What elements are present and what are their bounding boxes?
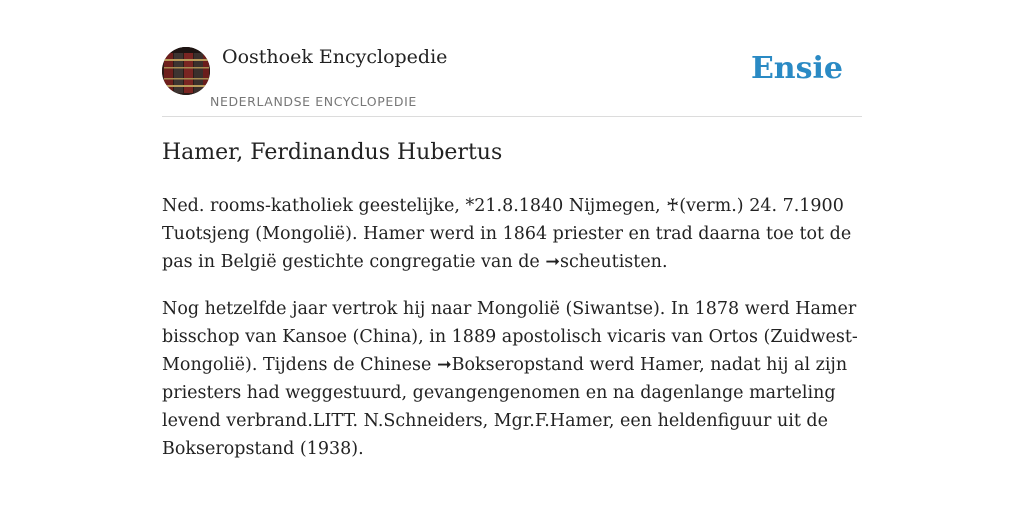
paragraph-text: . bbox=[661, 252, 668, 272]
encyclopedia-books-icon[interactable] bbox=[162, 47, 210, 95]
article-body bbox=[162, 192, 862, 482]
article-title: Hamer, Ferdinandus Hubertus bbox=[162, 140, 503, 165]
article-paragraph bbox=[162, 295, 862, 463]
site-title[interactable]: Oosthoek Encyclopedie bbox=[222, 46, 448, 68]
paragraph-text: Ned. rooms-katholiek geestelijke, *21.8.1840 Nijmegen, ♰(verm.) 24. 7.1900 Tuotsjeng (Mongolië). Hamer werd in 1864 priester en trad daarna toe tot de pas in België gestichte congregatie van de bbox=[162, 196, 852, 272]
paragraph-text: werd Hamer, nadat hij al zijn priesters had weggestuurd, gevangengenomen en na dagenlange marteling levend verbrand.LITT. N.Schneiders, Mgr.F.Hamer, een heldenfiguur uit de Bokseropstand (1938). bbox=[162, 355, 848, 459]
site-header bbox=[162, 0, 862, 117]
link-scheutisten[interactable]: ➞scheutisten bbox=[545, 252, 662, 272]
article-paragraph bbox=[162, 192, 862, 276]
brand-logo[interactable]: Ensie bbox=[750, 51, 843, 86]
paragraph-text: Nog hetzelfde jaar vertrok hij naar Mongolië (Siwantse). In 1878 werd Hamer bisschop van Kansoe (China), in 1889 apostolisch vicaris van Ortos (Zuidwest-Mongolië). Tijdens de Chinese bbox=[162, 299, 858, 375]
site-subtitle: NEDERLANDSE ENCYCLOPEDIE bbox=[210, 94, 417, 109]
link-bokseropstand[interactable]: ➞Bokseropstand bbox=[436, 355, 584, 375]
